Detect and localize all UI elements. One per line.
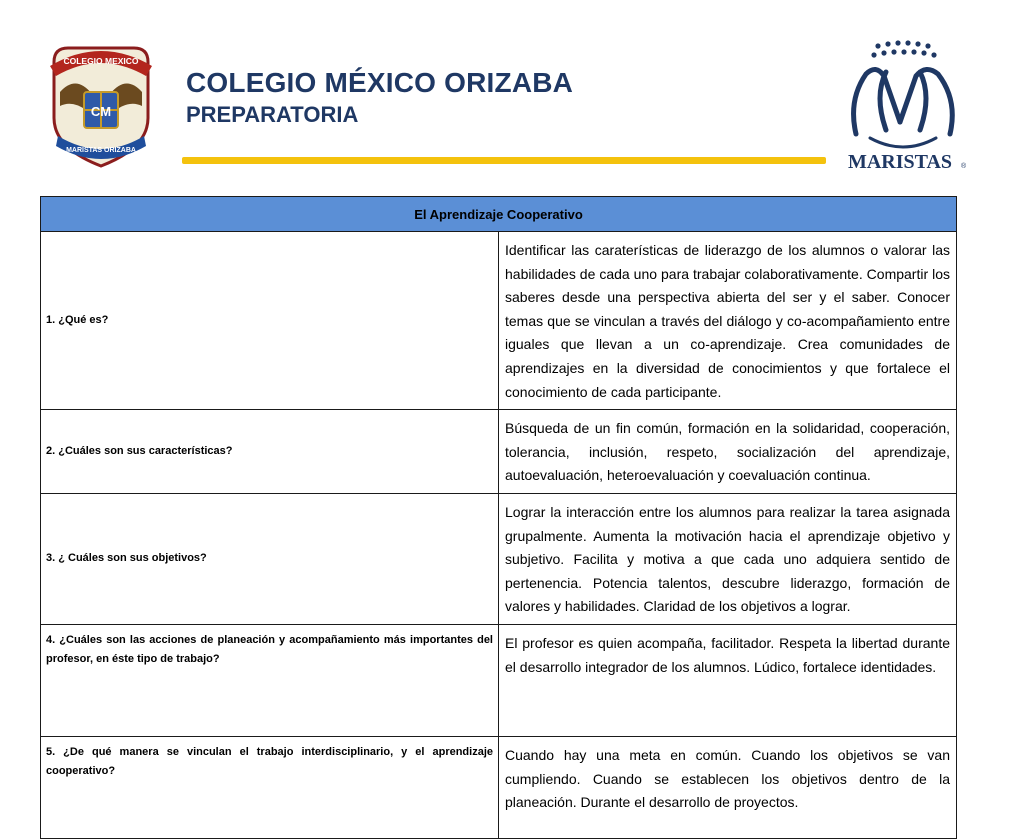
answer-cell: Cuando hay una meta en común. Cuando los objetivos se van cumpliendo. Cuando se establecen los objetivos dentro de la planeación. Durante el desarrollo de proyectos.	[499, 736, 957, 838]
table-row	[41, 410, 957, 494]
header-title-block	[186, 66, 573, 130]
table-row	[41, 624, 957, 736]
colegio-mexico-crest-icon	[46, 40, 156, 170]
question-cell: 3. ¿ Cuáles son sus objetivos?	[41, 493, 499, 624]
table-row	[41, 493, 957, 624]
answer-cell: El profesor es quien acompaña, facilitador. Respeta la libertad durante el desarrollo integrador de los alumnos. Lúdico, fortalece identidades.	[499, 624, 957, 736]
table-header-row	[41, 197, 957, 232]
question-cell: 1. ¿Qué es?	[41, 232, 499, 410]
question-cell: 5. ¿De qué manera se vinculan el trabajo interdisciplinario, y el aprendizaje cooperativo?	[41, 736, 499, 838]
answer-cell: Búsqueda de un fin común, formación en la solidaridad, cooperación, tolerancia, inclusión, respeto, socialización del aprendizaje, autoevaluación, heteroevaluación y coevaluación continua.	[499, 410, 957, 494]
answer-cell: Lograr la interacción entre los alumnos para realizar la tarea asignada grupalmente. Aumenta la motivación hacia el aprendizaje objetivo y subjetivo. Facilita y motiva a que cada uno adquiera sentido de pertenencia. Potencia talentos, descubre liderazgo, formación de valores y habilidades. Claridad de los objetivos a lograr.	[499, 493, 957, 624]
crest-bottom-text: MARISTAS ORIZABA	[66, 147, 136, 154]
question-cell: 4. ¿Cuáles son las acciones de planeación y acompañamiento más importantes del profesor, en éste tipo de trabajo?	[41, 624, 499, 736]
answer-cell: Identificar las caraterísticas de liderazgo de los alumnos o valorar las habilidades de cada uno para trabajar colaborativamente. Compartir los saberes desde una perspectiva abierta del ser y el saber. Conocer temas que se vinculan a través del diálogo y co-acompañamiento entre iguales que llevan a un co-aprendizaje. Crea comunidades de aprendizajes en la diversidad de conocimientos y que fortalece el conocimiento de cada participante.	[499, 232, 957, 410]
page-subtitle: PREPARATORIA	[186, 102, 359, 127]
title-accent-bar	[182, 157, 826, 164]
maristas-logo-icon	[840, 38, 970, 173]
page-title: COLEGIO MÉXICO ORIZABA	[186, 67, 574, 98]
registered-mark: ®	[961, 163, 967, 170]
table-row	[41, 232, 957, 410]
maristas-wordmark: MARISTAS	[847, 151, 953, 173]
crest-monogram: CM	[90, 104, 112, 119]
table-heading: El Aprendizaje Cooperativo	[41, 197, 957, 232]
cooperative-learning-table	[40, 196, 957, 839]
question-cell: 2. ¿Cuáles son sus características?	[41, 410, 499, 494]
table-row	[41, 736, 957, 838]
crest-top-text: COLEGIO MEXICO	[63, 56, 139, 66]
